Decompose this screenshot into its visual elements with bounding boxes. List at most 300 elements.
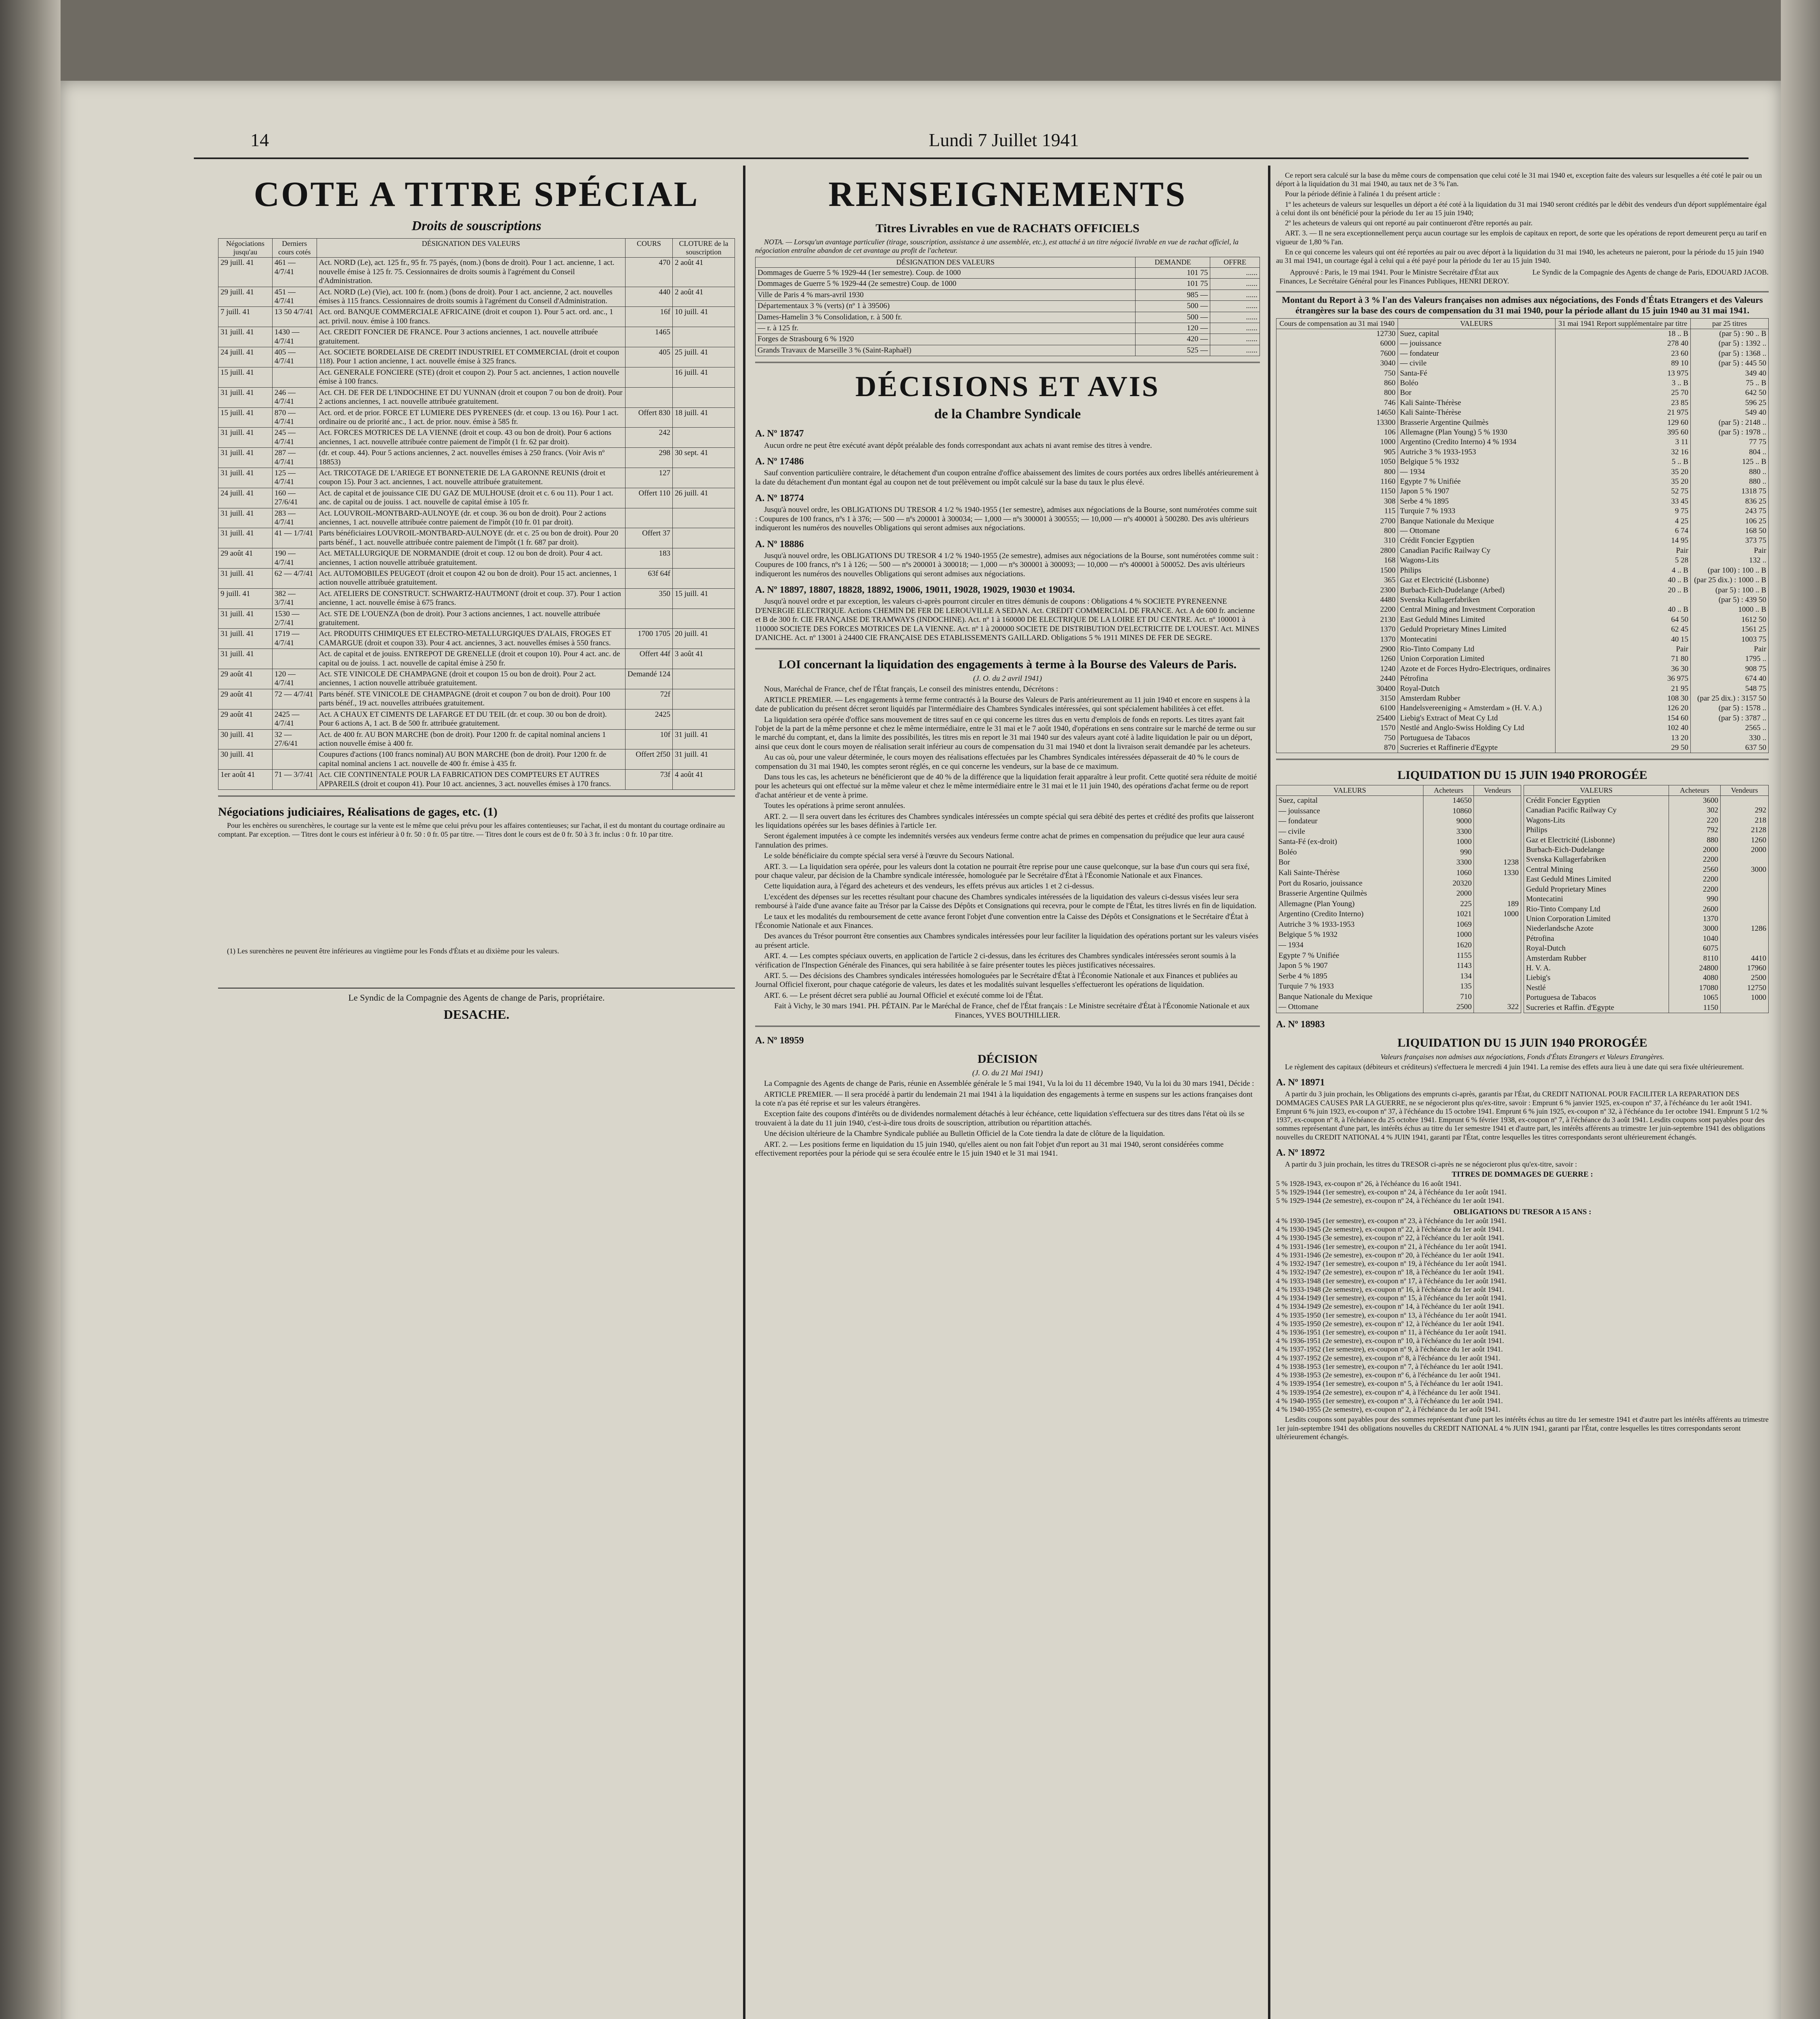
report-cell: 1500 xyxy=(1276,566,1398,575)
report-cell: (par 5) : 100 .. B xyxy=(1690,586,1768,595)
rachats-cell: Dommages de Guerre 5 % 1929-44 (2e semestre) Coup. de 1000 xyxy=(756,279,1136,290)
decision-paragraph: La Compagnie des Agents de change de Paris, réunie en Assemblée générale le 5 mai 1941, Vu la loi du 11 décembre 1940, Vu la loi du 30 mars 1941, Décide : xyxy=(764,1079,1254,1088)
souscription-cell: 24 juill. 41 xyxy=(218,347,273,367)
report-cell: 596 25 xyxy=(1690,398,1768,408)
liq-right-cell: Burbach-Eich-Dudelange xyxy=(1524,845,1669,855)
liq-right-row xyxy=(1524,993,1769,1003)
oblig-line: 4 % 1939-1954 (2e semestre), ex-coupon nº 4, à l'échéance du 1er août 1941. xyxy=(1276,1388,1501,1396)
oblig-line: 4 % 1932-1947 (2e semestre), ex-coupon nº 18, à l'échéance du 1er août 1941. xyxy=(1276,1268,1504,1276)
liq-left-cell: Egypte 7 % Unifiée xyxy=(1276,951,1423,961)
souscription-cell: 31 juill. 41 xyxy=(218,528,273,548)
liq-right-cell: Royal-Dutch xyxy=(1524,944,1669,953)
report-cell: 880 .. xyxy=(1690,477,1768,487)
report-row xyxy=(1276,447,1769,457)
rachats-cell: ...... xyxy=(1210,301,1260,312)
judicial-text: Pour les enchères ou surenchères, le courtage sur la vente est le même que celui prévu pour les affaires contentieuses; sur l'achat, il est du montant du courtage ordinaire au comptant. Par exception. — Titres dont le cours est inférieur à 0 fr. 50 : 0 fr. 05 par titre. — Titres dont le cours est de 0 fr. 50 à 3 fr. inclus : 0 fr. 10 par titre. xyxy=(218,821,725,838)
decision-paragraph: ARTICLE PREMIER. — Il sera procédé à partir du lendemain 21 mai 1941 à la liquidation des engagements à terme en suspens sur les actions françaises dont la cote n'a pas été reprise et sur les valeurs étrangères. xyxy=(755,1090,1253,1108)
souscription-cell: 3 août 41 xyxy=(672,649,735,669)
proprietor-line: Le Syndic de la Compagnie des Agents de change de Paris, propriétaire. xyxy=(348,993,605,1003)
liq-table-left xyxy=(1276,785,1521,1013)
souscription-cell: 2 août 41 xyxy=(672,258,735,287)
souscription-cell: Act. NORD (Le), act. 125 fr., 95 fr. 75 payés, (nom.) (bons de droit). Pour 1 act. ancienne, 1 act. nouvelle émise à 125 fr. 75. Cessionnaires de droits soumis à l'agrément du Conseil d'Administration. xyxy=(317,258,625,287)
souscription-cell: Act. ATELIERS DE CONSTRUCT. SCHWARTZ-HAUTMONT (droit et coup. 37). Pour 1 action ancienne, 1 act. nouvelle émise à 675 francs. xyxy=(317,588,625,609)
avis-list xyxy=(755,428,1260,642)
souscription-cell: 32 — 27/6/41 xyxy=(272,729,317,749)
report-cell: 30400 xyxy=(1276,684,1398,694)
liq-right-cell: Sucreries et Raffin. d'Egypte xyxy=(1524,1003,1669,1013)
rachats-row xyxy=(756,267,1260,278)
liq-right-cell: Nestlé xyxy=(1524,983,1669,993)
souscription-cell: 451 — 4/7/41 xyxy=(272,287,317,307)
liq-left-cell xyxy=(1474,889,1521,899)
oblig-line: 4 % 1935-1950 (1er semestre), ex-coupon nº 13, à l'échéance du 1er août 1941. xyxy=(1276,1311,1507,1319)
souscription-cell: 13 50 4/7/41 xyxy=(272,307,317,327)
liq-left-row xyxy=(1276,972,1521,982)
souscription-cell xyxy=(672,689,735,709)
loi-paragraph: ART. 4. — Les comptes spéciaux ouverts, en application de l'article 2 ci-dessus, dans les écritures des Chambres syndicales intéressées seront soumis à la vérification de l'Inspection Générale des Finances, qui sera habilitée à se faire présenter toutes les pièces justificatives nécessaires. xyxy=(755,952,1236,970)
liq-left-cell xyxy=(1474,796,1521,806)
report-row xyxy=(1276,369,1769,378)
loi-paragraph: Cette liquidation aura, à l'égard des acheteurs et des vendeurs, les effets prévus aux articles 1 et 2 ci-dessus. xyxy=(764,882,1094,891)
intro-paragraph: ART. 3. — Il ne sera exceptionnellement perçu aucun courtage sur les emplois de capitaux en report, de sorte que les opérations de report demeurent perçu au tarif en vigueur de 1,80 % l'an. xyxy=(1276,229,1767,246)
oblig-line: 4 % 1934-1949 (1er semestre), ex-coupon nº 15, à l'échéance du 1er août 1941. xyxy=(1276,1294,1507,1302)
liq-right-cell: 792 xyxy=(1669,825,1720,835)
liq-left-cell: 2000 xyxy=(1423,889,1474,899)
report-header-1: VALEURS xyxy=(1398,318,1555,329)
avis-18959-number: A. Nº 18959 xyxy=(755,1035,804,1046)
book-spine-shadow xyxy=(0,0,61,2019)
avis-text: Jusqu'à nouvel ordre et par exception, les valeurs ci-après pourront circuler en titres démunis de coupons : Obligations 4 % SOCIETE PYRENEENNE D'ENERGIE ELECTRIQUE. Actions CHEMIN DE FER DE LEROUVILLE A SEDAN. Act. CREDIT COMMERCIAL DE FRANCE. Act. A de 600 fr. ancienne et B de 300 fr. CIE FRANÇAISE DE TRAMWAYS (INDOCHINE). Act. nº 1 à 160000 DE ELECTRIQUE DE LA LOIRE ET DU CENTRE. Act. nº 100001 à 110000 SOCIETE DES FORCES MOTRICES DE LA VIENNE. Act. nº 1 à 200000 SOCIETE DE DISTRIBUTION D'ELECTRICITE DE L'OUEST. Act. MINES D'ANICHE. Act. nº 13001 à 24400 CIE FRANÇAISE DES ETABLISSEMENTS GAILLARD. Obligations 5 % 1911 MINES DE FER DE SEGRE. xyxy=(755,597,1260,642)
report-row xyxy=(1276,359,1769,368)
report-cell: Serbe 4 % 1895 xyxy=(1398,497,1555,506)
liq-right-cell: 990 xyxy=(1669,894,1720,904)
report-cell: 71 80 xyxy=(1555,654,1690,664)
souscription-cell xyxy=(272,367,317,387)
liq-right-cell: 4410 xyxy=(1721,954,1769,963)
report-cell: 674 40 xyxy=(1690,674,1768,684)
liq-left-row xyxy=(1276,816,1521,827)
intro-paragraph: En ce qui concerne les valeurs qui ont été reportées au pair ou avec déport à la liquidation du 31 mai 1940, les acheteurs ne paieront, pour la période du 15 juin 1940 au 31 mai 1941, un courtage égal à celui qui a été payé pour la période du 1er au 15 juin 1940. xyxy=(1276,248,1764,265)
liq-right-cell: 880 xyxy=(1669,835,1720,845)
report-cell: 115 xyxy=(1276,506,1398,516)
report-cell: 1795 .. xyxy=(1690,654,1768,664)
oblig-line: 4 % 1930-1945 (2e semestre), ex-coupon nº 22, à l'échéance du 1er août 1941. xyxy=(1276,1225,1504,1234)
souscription-cell: 10 juill. 41 xyxy=(672,307,735,327)
liq-left-cell: 1000 xyxy=(1423,837,1474,848)
rachats-cell: ...... xyxy=(1210,312,1260,323)
souscription-cell: 31 juill. 41 xyxy=(218,609,273,629)
report-cell: 126 20 xyxy=(1555,703,1690,713)
souscription-cell: 2 août 41 xyxy=(672,287,735,307)
liq-right-cell: 1286 xyxy=(1721,924,1769,934)
report-cell: Liebig's Extract of Meat Cy Ltd xyxy=(1398,714,1555,723)
rachats-cell: Ville de Paris 4 % mars-avril 1930 xyxy=(756,290,1136,300)
souscription-cell: 31 juill. 41 xyxy=(218,468,273,488)
report-cell: 106 25 xyxy=(1690,516,1768,526)
report-row xyxy=(1276,654,1769,664)
report-cell: 243 75 xyxy=(1690,506,1768,516)
liq-left-cell xyxy=(1474,940,1521,951)
report-cell: 2700 xyxy=(1276,516,1398,526)
souscription-cell: Act. A CHAUX ET CIMENTS DE LAFARGE ET DU TEIL (dr. et coup. 30 ou bon de droit). Pour 6 actions A, 1 act. B de 500 fr. attribuée gratuitement. xyxy=(317,709,625,729)
souscription-row xyxy=(218,528,735,548)
footnote: (1) Les surenchères ne peuvent être inférieures au vingtième pour les Fonds d'États et au dixième pour les valeurs. xyxy=(227,947,559,955)
loi-paragraph: Des avances du Trésor pourront être consenties aux Chambres syndicales intéressées pour leur faciliter la liquidation des opérations portant sur les valeurs visées au présent article. xyxy=(755,932,1259,950)
liq-right-cell: 17080 xyxy=(1669,983,1720,993)
liq-left-row xyxy=(1276,909,1521,920)
decision-ref: (J. O. du 21 Mai 1941) xyxy=(972,1068,1043,1077)
liq-left-row xyxy=(1276,796,1521,806)
oblig-line: 4 % 1938-1953 (2e semestre), ex-coupon nº 6, à l'échéance du 1er août 1941. xyxy=(1276,1371,1501,1379)
report-cell: 2440 xyxy=(1276,674,1398,684)
report-row xyxy=(1276,644,1769,654)
rachats-cell: Dommages de Guerre 5 % 1929-44 (1er semestre). Coup. de 1000 xyxy=(756,267,1136,278)
souscription-cell: Act. METALLURGIQUE DE NORMANDIE (droit et coup. 12 ou bon de droit). Pour 4 act. anciennes, 1 action nouvelle attribuée gratuitement. xyxy=(317,548,625,569)
report-cell: 905 xyxy=(1276,447,1398,457)
report-cell: Kali Sainte-Thérèse xyxy=(1398,408,1555,418)
liq-right-cell: 12750 xyxy=(1721,983,1769,993)
report-cell: Pair xyxy=(1555,546,1690,556)
rachats-cell: ...... xyxy=(1210,323,1260,334)
report-cell: 2565 .. xyxy=(1690,723,1768,733)
souscription-cell xyxy=(672,387,735,407)
souscription-cell xyxy=(672,508,735,528)
rachats-cell: 985 — xyxy=(1136,290,1210,300)
rachats-cell: — r. à 125 fr. xyxy=(756,323,1136,334)
souscription-cell: 120 — 4/7/41 xyxy=(272,669,317,689)
report-cell: (par 5) : 1392 .. xyxy=(1690,339,1768,348)
report-row xyxy=(1276,477,1769,487)
loi-paragraph: ART. 3. — La liquidation sera opérée, pour les valeurs dont la cotation ne pourrait être reprise pour une cause quelconque, sur la base d'un cours qui sera fixé, pour chaque valeur, par décision de la Chambre syndicale intéressée, homologuée par le Secrétaire d'État à l'Économie Nationale et aux Finances. xyxy=(755,862,1250,880)
rachats-header-2: OFFRE xyxy=(1210,257,1260,267)
report-cell: (par 5) : 2148 .. xyxy=(1690,418,1768,428)
souscription-header-1: Derniers cours cotés xyxy=(272,238,317,257)
souscription-row xyxy=(218,307,735,327)
souscription-cell: 287 — 4/7/41 xyxy=(272,448,317,468)
report-cell: 64 50 xyxy=(1555,615,1690,625)
souscription-cell: 31 juill. 41 xyxy=(218,649,273,669)
liq-left-cell xyxy=(1474,982,1521,992)
liq-left-cell: 1238 xyxy=(1474,858,1521,868)
report-cell: 1150 xyxy=(1276,487,1398,496)
judicial-title: Négociations judiciaires, Réalisations de gages, etc. (1) xyxy=(218,805,498,819)
souscription-row xyxy=(218,629,735,649)
report-cell: 548 75 xyxy=(1690,684,1768,694)
rachats-row xyxy=(756,345,1260,356)
souscription-row xyxy=(218,367,735,387)
report-cell: 75 .. B xyxy=(1690,378,1768,388)
rachats-row xyxy=(756,301,1260,312)
liq2-subtitle: Valeurs françaises non admises aux négociations, Fonds d'États Etrangers et Valeurs Etrangères. xyxy=(1380,1052,1665,1061)
report-row xyxy=(1276,546,1769,556)
report-cell: 3150 xyxy=(1276,694,1398,703)
report-cell: 23 60 xyxy=(1555,349,1690,359)
loi-paragraph: ART. 5. — Des décisions des Chambres syndicales intéressées homologuées par le Secrétaire d'État à l'Économie Nationale et aux Finances et publiées au Journal Officiel fixeront, pour chaque catégorie de valeurs, les dates et les modalités suivant lesquelles s'effectueront les opérations de liquidation. xyxy=(755,972,1238,989)
rachats-row xyxy=(756,290,1260,300)
liq-title: LIQUIDATION DU 15 JUIN 1940 PROROGÉE xyxy=(1397,768,1648,782)
souscription-row xyxy=(218,588,735,609)
right-column xyxy=(1276,170,1769,2019)
loi-paragraph: La liquidation sera opérée d'office sans mouvement de titres sauf en ce qui concerne les titres dus en vertu d'emplois de fonds en reports. Les titres ayant fait l'objet de la part de la même personne et chez le même intermédiaire, entre le 31 mai et le 7 août 1940, d'opérations en sens contraire sur le marché de terme ou sur le marché du comptant, et, dans la limite des possibilités, les titres mis en report le 31 mai 1940 sur des valeurs ayant coté à ladite liquidation le pair ou un déport, ainsi que ceux dont le cours moyen de réalisation serait inférieur au cours de compensation du 31 mai 1940 et dont la livraison serait demandée par les acheteurs. xyxy=(755,715,1256,751)
souscription-cell: (dr. et coup. 44). Pour 5 actions anciennes, 2 act. nouvelles émises à 250 francs. (Voir Avis nº 18853) xyxy=(317,448,625,468)
souscription-cell: 29 août 41 xyxy=(218,548,273,569)
souscription-cell: 2425 xyxy=(625,709,672,729)
rachats-cell: Départementaux 3 % (verts) (nº 1 à 39506) xyxy=(756,301,1136,312)
report-cell: 278 40 xyxy=(1555,339,1690,348)
report-cell: 36 30 xyxy=(1555,664,1690,674)
liq-right-row xyxy=(1524,865,1769,875)
oblig-line: 4 % 1933-1948 (1er semestre), ex-coupon nº 17, à l'échéance du 1er août 1941. xyxy=(1276,1276,1507,1285)
liq-left-cell: Turquie 7 % 1933 xyxy=(1276,982,1423,992)
decision-paragraph: Exception faite des coupons d'intérêts ou de dividendes normalement détachés à leur échéance, cette liquidation s'effectuera sur des titres dans l'état où ils se trouvaient à la date du 11 juin 1940, c'est-à-dire tous droits de souscription, attribution ou répartition attachés. xyxy=(755,1110,1245,1127)
report-cell: 89 10 xyxy=(1555,359,1690,368)
souscription-row xyxy=(218,709,735,729)
souscription-cell: Offert 44f xyxy=(625,649,672,669)
report-cell: Portuguesa de Tabacos xyxy=(1398,733,1555,743)
rachats-cell: ...... xyxy=(1210,267,1260,278)
report-cell: Banque Nationale du Mexique xyxy=(1398,516,1555,526)
souscription-cell: Act. de capital et de jouissance CIE DU GAZ DE MULHOUSE (droit et c. 6 ou 11). Pour 1 act. anc. de capital ou de jouiss. 1 act. nouvelle de capital émise à 105 fr. xyxy=(317,488,625,508)
liq2-text: Le règlement des capitaux (débiteurs et créditeurs) s'effectuera le mercredi 4 juin 1941. La remise des effets aura lieu à une date qui sera fixée ultérieurement. xyxy=(1285,1062,1744,1071)
souscription-cell: 25 juill. 41 xyxy=(672,347,735,367)
report-cell: 132 .. xyxy=(1690,556,1768,565)
report-cell: Kali Sainte-Thérèse xyxy=(1398,398,1555,408)
cote-subtitle: Droits de souscriptions xyxy=(411,218,542,233)
loi-paragraph: Au cas où, pour une valeur déterminée, le cours moyen des réalisations effectuées par les Chambres Syndicales intéressées dépasserait de 40 % le cours de compensation du 31 mai 1940, les comptes seront réglés, en ce qui concerne les vendeurs, sur la base de ce maximum. xyxy=(755,753,1239,771)
loi-paragraph: Dans tous les cas, les acheteurs ne bénéficieront que de 40 % de la différence que la liquidation ferait apparaître à leur profit. Cette quotité sera réduite de moitié pour les acheteurs qui ont effectué sur la même valeur et chez le même intermédiaire entre le 31 mai et le 11 juin 1940, des opérations d'achat ferme ou de report d'achat antérieur et de vente à prime. xyxy=(755,772,1257,800)
liq-right-cell: 2000 xyxy=(1669,845,1720,855)
liq-left-cell: 2500 xyxy=(1423,1002,1474,1013)
approval-left: Approuvé : Paris, le 19 mai 1941. Pour le Ministre Secrétaire d'État aux Finances, Le Secrétaire Général pour les Finances Publiques, HENRI DEROY. xyxy=(1279,268,1509,285)
liq-left-row xyxy=(1276,858,1521,868)
liq-right-cell: 2200 xyxy=(1669,855,1720,865)
report-cell: 29 50 xyxy=(1555,743,1690,753)
liq-left-row xyxy=(1276,827,1521,837)
liq-right-cell: 6075 xyxy=(1669,944,1720,953)
souscription-cell: 160 — 27/6/41 xyxy=(272,488,317,508)
liq-left-cell: 3300 xyxy=(1423,827,1474,837)
souscription-cell: Demandé 124 xyxy=(625,669,672,689)
liq-right-row xyxy=(1524,963,1769,973)
liq-right-cell xyxy=(1721,796,1769,806)
liq-right-cell: 1040 xyxy=(1669,934,1720,944)
report-cell: 330 .. xyxy=(1690,733,1768,743)
rachats-cell: 525 — xyxy=(1136,345,1210,356)
liq-right-cell: 17960 xyxy=(1721,963,1769,973)
report-cell: (par 5) : 90 .. B xyxy=(1690,329,1768,339)
report-cell: 5 .. B xyxy=(1555,457,1690,467)
report-cell: 52 75 xyxy=(1555,487,1690,496)
report-cell: 804 .. xyxy=(1690,447,1768,457)
report-row xyxy=(1276,575,1769,585)
report-cell: 168 xyxy=(1276,556,1398,565)
liq-header-acheteurs: Acheteurs xyxy=(1669,785,1720,795)
decision-paragraphs xyxy=(755,1079,1260,1158)
souscription-cell: 1719 — 4/7/41 xyxy=(272,629,317,649)
report-cell: Egypte 7 % Unifiée xyxy=(1398,477,1555,487)
liq-left-row xyxy=(1276,868,1521,879)
dommages-line: 5 % 1929-1944 (1er semestre), ex-coupon nº 24, à l'échéance du 1er août 1941. xyxy=(1276,1188,1507,1196)
middle-column xyxy=(755,170,1260,2019)
report-cell: Pair xyxy=(1555,644,1690,654)
liq-left-cell: 1155 xyxy=(1423,951,1474,961)
liq-right-row xyxy=(1524,796,1769,806)
page-number: 14 xyxy=(250,130,269,150)
loi-intro: Nous, Maréchal de France, chef de l'État français, Le conseil des ministres entendu, Décrétons : xyxy=(764,685,1058,694)
oblig-line: 4 % 1930-1945 (1er semestre), ex-coupon nº 23, à l'échéance du 1er août 1941. xyxy=(1276,1216,1507,1225)
liq-right-cell: Montecatini xyxy=(1524,894,1669,904)
report-row xyxy=(1276,536,1769,546)
report-cell: 836 25 xyxy=(1690,497,1768,506)
report-cell: 21 975 xyxy=(1555,408,1690,418)
left-column xyxy=(218,170,735,2019)
cote-title: COTE A TITRE SPÉCIAL xyxy=(254,175,699,214)
souscription-cell: Offert 110 xyxy=(625,488,672,508)
report-cell: 32 16 xyxy=(1555,447,1690,457)
report-cell: Amsterdam Rubber xyxy=(1398,694,1555,703)
report-cell: Pair xyxy=(1690,546,1768,556)
souscription-cell: 30 juill. 41 xyxy=(218,729,273,749)
report-cell: 9 75 xyxy=(1555,506,1690,516)
liq-right-cell: East Geduld Mines Limited xyxy=(1524,875,1669,884)
souscription-cell: 4 août 41 xyxy=(672,770,735,790)
judicial-section xyxy=(218,795,735,1022)
souscription-cell: Parts bénéficiaires LOUVROIL-MONTBARD-AULNOYE (dr. et c. 25 ou bon de droit). Pour 20 parts bénéf., 1 act. nouvelle attribuée contre paiement de l'impôt (1 fr. 687 par droit). xyxy=(317,528,625,548)
souscription-cell xyxy=(625,387,672,407)
liq-right-cell: 220 xyxy=(1669,816,1720,825)
oblig-line: 4 % 1939-1954 (1er semestre), ex-coupon nº 5, à l'échéance du 1er août 1941. xyxy=(1276,1379,1503,1388)
liq-right-row xyxy=(1524,973,1769,983)
liq-left-row xyxy=(1276,920,1521,930)
report-cell: Rio-Tinto Company Ltd xyxy=(1398,644,1555,654)
liq-left-cell: 1143 xyxy=(1423,961,1474,972)
liq-header-valeurs: VALEURS xyxy=(1524,785,1669,795)
liq-left-cell: Bor xyxy=(1276,858,1423,868)
liq-left-cell: Kali Sainte-Thérèse xyxy=(1276,868,1423,879)
report-row xyxy=(1276,723,1769,733)
souscription-cell xyxy=(272,649,317,669)
report-cell: 13300 xyxy=(1276,418,1398,428)
report-cell: 860 xyxy=(1276,378,1398,388)
liq-left-cell: 1000 xyxy=(1423,930,1474,940)
report-cell: 13 20 xyxy=(1555,733,1690,743)
liq-right-row xyxy=(1524,885,1769,894)
liq-left-row xyxy=(1276,806,1521,817)
report-cell: — 1934 xyxy=(1398,467,1555,477)
report-row xyxy=(1276,674,1769,684)
report-cell: 35 20 xyxy=(1555,477,1690,487)
report-cell: 1570 xyxy=(1276,723,1398,733)
souscription-cell: 283 — 4/7/41 xyxy=(272,508,317,528)
souscription-cell: Act. ord. BANQUE COMMERCIALE AFRICAINE (droit et coupon 1). Pour 5 act. ord. anc., 1 act. privil. nouv. émise à 100 francs. xyxy=(317,307,625,327)
loi-paragraphs xyxy=(755,696,1260,1001)
decision-paragraph: Une décision ultérieure de la Chambre Syndicale publiée au Bulletin Officiel de la Cote tiendra la date de clôture de la liquidation. xyxy=(764,1129,1165,1138)
liq-left-cell: Autriche 3 % 1933-1953 xyxy=(1276,920,1423,930)
loi-ref: (J. O. du 2 avril 1941) xyxy=(973,674,1042,683)
report-cell: 637 50 xyxy=(1690,743,1768,753)
report-cell: 800 xyxy=(1276,526,1398,536)
liq-right-cell: 1065 xyxy=(1669,993,1720,1003)
report-cell: 549 40 xyxy=(1690,408,1768,418)
report-row xyxy=(1276,497,1769,506)
approval-right: Le Syndic de la Compagnie des Agents de change de Paris, EDOUARD JACOB. xyxy=(1532,268,1769,277)
liq-right-cell: 8110 xyxy=(1669,954,1720,963)
oblig-line: 4 % 1937-1952 (1er semestre), ex-coupon nº 9, à l'échéance du 1er août 1941. xyxy=(1276,1345,1503,1354)
report-cell: 2300 xyxy=(1276,586,1398,595)
report-cell: 1370 xyxy=(1276,635,1398,644)
souscription-cell: 29 août 41 xyxy=(218,709,273,729)
report-cell: 880 .. xyxy=(1690,467,1768,477)
liq-left-cell: 990 xyxy=(1423,848,1474,858)
liq-right-row xyxy=(1524,914,1769,924)
oblig-line: 4 % 1938-1953 (1er semestre), ex-coupon nº 7, à l'échéance du 1er août 1941. xyxy=(1276,1362,1503,1370)
souscription-cell: 31 juill. 41 xyxy=(218,508,273,528)
liq-right-cell: Rio-Tinto Company Ltd xyxy=(1524,905,1669,914)
column-rule-1 xyxy=(743,166,745,2019)
oblig-line: 4 % 1936-1951 (2e semestre), ex-coupon nº 10, à l'échéance du 1er août 1941. xyxy=(1276,1337,1504,1345)
souscription-cell: 16 juill. 41 xyxy=(672,367,735,387)
report-row xyxy=(1276,605,1769,615)
souscription-cell xyxy=(625,609,672,629)
report-cell: 12730 xyxy=(1276,329,1398,339)
rachats-cell: Grands Travaux de Marseille 3 % (Saint-Raphaël) xyxy=(756,345,1136,356)
liq-right-cell: 218 xyxy=(1721,816,1769,825)
souscription-cell: 29 juill. 41 xyxy=(218,287,273,307)
report-cell: Svenska Kullagerfabriken xyxy=(1398,595,1555,605)
liq-left-row xyxy=(1276,982,1521,992)
oblig-line: 4 % 1933-1948 (2e semestre), ex-coupon nº 16, à l'échéance du 1er août 1941. xyxy=(1276,1285,1504,1293)
liq-left-cell xyxy=(1474,992,1521,1003)
souscription-cell xyxy=(672,669,735,689)
report-cell: — jouissance xyxy=(1398,339,1555,348)
report-cell: 7600 xyxy=(1276,349,1398,359)
liq-right-row xyxy=(1524,806,1769,815)
report-row xyxy=(1276,467,1769,477)
report-cell: 349 40 xyxy=(1690,369,1768,378)
report-cell: 25 70 xyxy=(1555,388,1690,398)
report-cell: Pair xyxy=(1690,644,1768,654)
report-cell: 6 74 xyxy=(1555,526,1690,536)
liq-left-row xyxy=(1276,848,1521,858)
report-cell: 800 xyxy=(1276,467,1398,477)
loi-paragraph: ART. 6. — Le présent décret sera publié au Journal Officiel et exécuté comme loi de l'État. xyxy=(764,991,1043,1000)
dommages-title: TITRES DE DOMMAGES DE GUERRE : xyxy=(1452,1170,1593,1179)
avis-number: A. Nº 18897, 18807, 18828, 18892, 19006, 19011, 19028, 19029, 19030 et 19034. xyxy=(755,585,1075,596)
report-row xyxy=(1276,378,1769,388)
liq-right-row xyxy=(1524,944,1769,953)
column-rule-2 xyxy=(1268,166,1270,2019)
report-cell: 129 60 xyxy=(1555,418,1690,428)
liq-right-row xyxy=(1524,934,1769,944)
report-cell: Pétrofina xyxy=(1398,674,1555,684)
report-cell: Gaz et Electricité (Lisbonne) xyxy=(1398,575,1555,585)
report-row xyxy=(1276,566,1769,575)
souscription-cell: 125 — 4/7/41 xyxy=(272,468,317,488)
liq-left-cell xyxy=(1474,879,1521,889)
report-cell: 1000 .. B xyxy=(1690,605,1768,615)
liq-right-row xyxy=(1524,924,1769,934)
report-cell: 4 .. B xyxy=(1555,566,1690,575)
liq-left-cell: — civile xyxy=(1276,827,1423,837)
souscription-row xyxy=(218,609,735,629)
liq-right-cell: Canadian Pacific Railway Cy xyxy=(1524,806,1669,815)
liq-right-cell: 2128 xyxy=(1721,825,1769,835)
souscription-row xyxy=(218,649,735,669)
souscription-row xyxy=(218,689,735,709)
rachats-cell: Forges de Strasbourg 6 % 1920 xyxy=(756,334,1136,345)
souscription-header-3: COURS xyxy=(625,238,672,257)
liq-header-vendeurs: Vendeurs xyxy=(1474,785,1521,795)
